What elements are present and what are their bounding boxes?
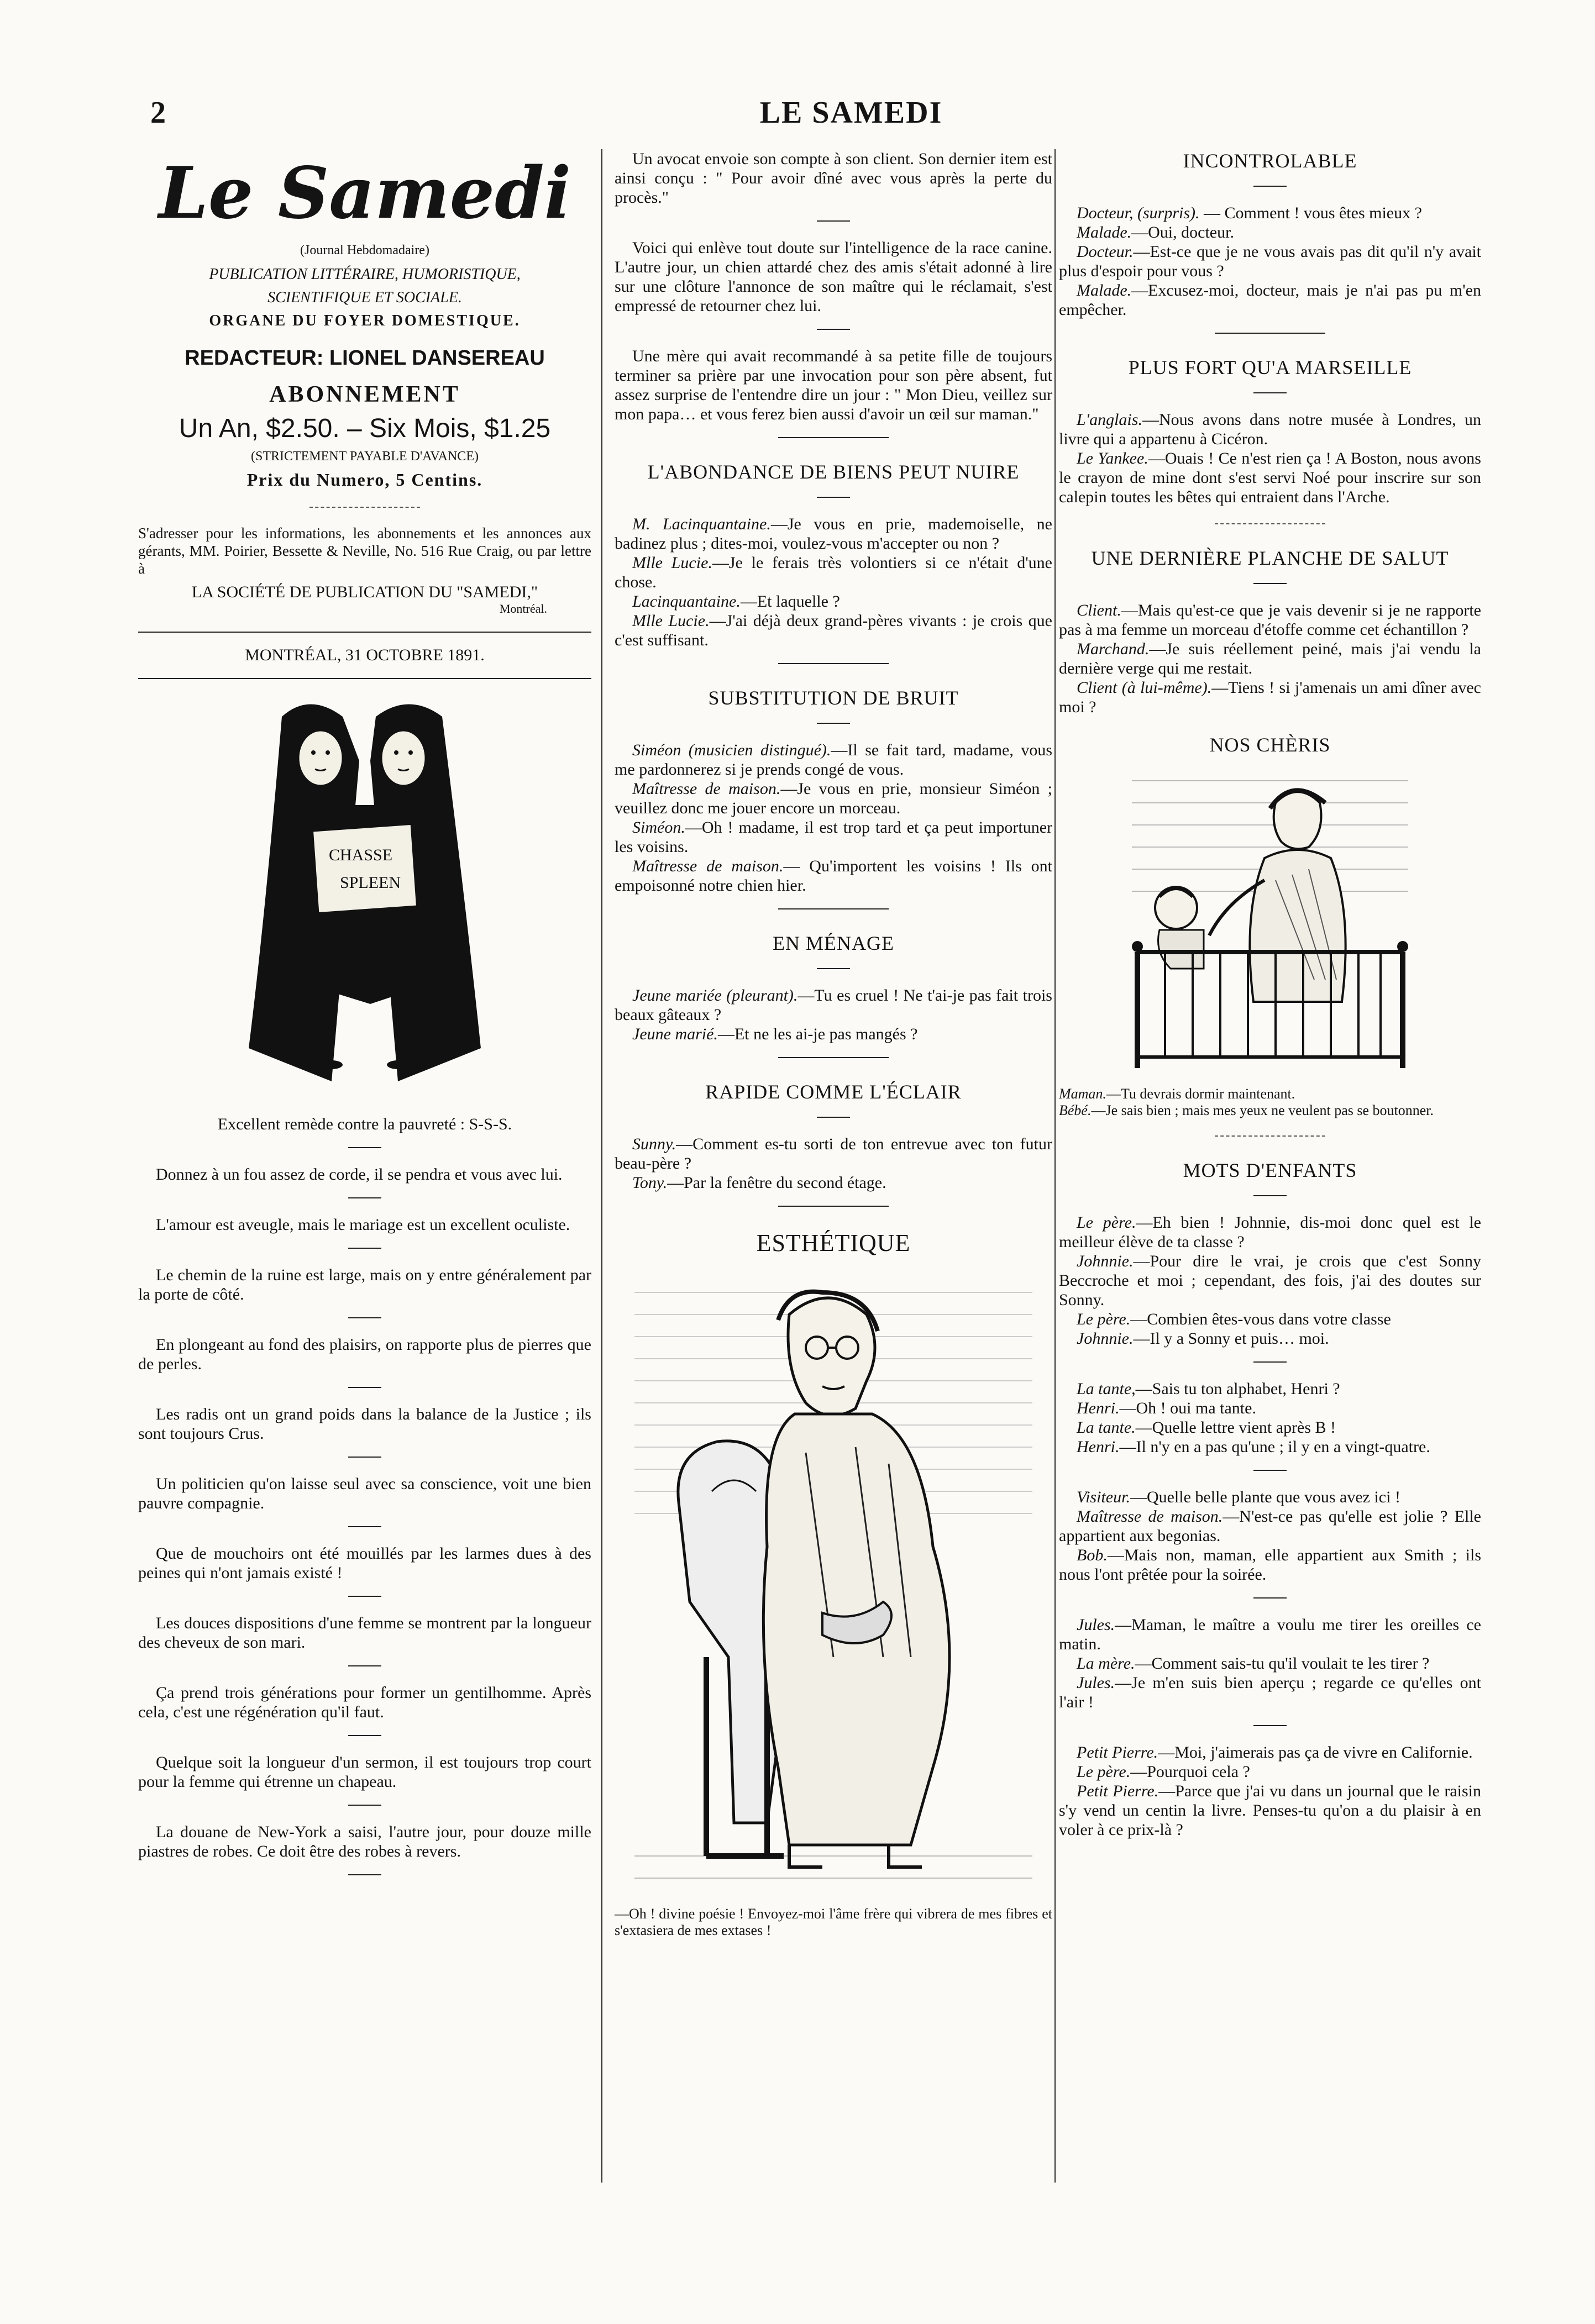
- dialogue-text: —Il se fait tard, madame, vous me pardonnerez si je prends congé de vous.: [615, 741, 1052, 779]
- divider: [348, 1805, 381, 1806]
- dialogue-text: —Par la fenêtre du second étage.: [667, 1174, 886, 1192]
- speaker: Mlle Lucie.: [632, 554, 712, 572]
- mother-child-illustration: [1132, 770, 1408, 1079]
- caption-line: [1059, 1102, 1481, 1119]
- section-title: L'ABONDANCE DE BIENS PEUT NUIRE: [647, 461, 1020, 483]
- divider: [348, 1197, 381, 1198]
- dialogue-line: [1059, 1398, 1481, 1418]
- divider: [1253, 1597, 1287, 1599]
- section-title: PLUS FORT QU'A MARSEILLE: [1128, 356, 1412, 378]
- maxim: L'amour est aveugle, mais le mariage est un excellent oculiste.: [156, 1216, 570, 1234]
- divider: [778, 1206, 889, 1207]
- divider: [817, 968, 850, 969]
- dialogue-text: —Mais non, maman, elle appartient aux Smith ; ils nous l'ont prêtée pour la soirée.: [1059, 1546, 1481, 1584]
- speaker: Jeune mariée (pleurant).: [632, 986, 798, 1005]
- dialogue-text: — Comment ! vous êtes mieux ?: [1199, 204, 1422, 222]
- publisher-city: Montréal.: [499, 602, 547, 616]
- dialogue-text: —Il y a Sonny et puis… moi.: [1133, 1329, 1329, 1348]
- dialogue-line: [1059, 1329, 1481, 1348]
- speaker: La tante.: [1077, 1418, 1136, 1437]
- column-1: [138, 149, 591, 1892]
- illustration-caption: —Oh ! divine poésie ! Envoyez-moi l'âme frère qui vibrera de mes fibres et s'extasiera de mes extases !: [615, 1906, 1052, 1938]
- speaker: Tony.: [632, 1174, 668, 1192]
- dialogue-text: —Je le ferais très volontiers si ce n'était d'une chose.: [615, 554, 1052, 591]
- divider: [817, 329, 850, 330]
- dialogue-line: [1059, 410, 1481, 449]
- divider: [1215, 1135, 1325, 1137]
- speaker: Lacinquantaine.: [632, 592, 741, 611]
- dialogue-text: —Excusez-moi, docteur, mais je n'ai pas pu m'en empêcher.: [1059, 281, 1481, 319]
- organe-line: ORGANE DU FOYER DOMESTIQUE.: [209, 312, 521, 329]
- speaker: Docteur.: [1077, 243, 1134, 261]
- subscription-prices: Un An, $2.50. – Six Mois, $1.25: [179, 414, 551, 443]
- dialogue-text: —Maman, le maître a voulu me tirer les oreilles ce matin.: [1059, 1616, 1481, 1653]
- divider: [1253, 392, 1287, 393]
- speaker: Petit Pierre.: [1077, 1782, 1159, 1800]
- dialogue-line: [615, 856, 1052, 895]
- dialogue-line: [1059, 678, 1481, 717]
- dialogue-line: [615, 1024, 1052, 1044]
- dialogue-text: —J'ai déjà deux grand-pères vivants : je crois que c'est suffisant.: [615, 612, 1052, 649]
- divider: [348, 1248, 381, 1249]
- illustration-caption: Excellent remède contre la pauvreté : S-S-S.: [217, 1115, 512, 1133]
- divider: [1253, 186, 1287, 187]
- divider: [778, 1057, 889, 1058]
- section-title: INCONTROLABLE: [1183, 150, 1357, 172]
- sign-text-line-1: CHASSE: [329, 846, 393, 864]
- dialogue-text: —N'est-ce pas qu'elle est jolie ? Elle appartient aux begonias.: [1059, 1507, 1481, 1545]
- divider: [778, 908, 889, 909]
- section-title: RAPIDE COMME L'ÉCLAIR: [705, 1081, 962, 1103]
- speaker: Le père.: [1077, 1763, 1131, 1781]
- dialogue-text: —Tiens ! si j'amenais un ami dîner avec moi ?: [1059, 679, 1481, 716]
- dialogue-line: [615, 611, 1052, 650]
- speaker: Mlle Lucie.: [632, 612, 710, 630]
- dialogue-line: [1059, 242, 1481, 281]
- speaker: La tante,: [1077, 1380, 1136, 1398]
- masthead-title: Le Samedi: [158, 152, 571, 235]
- section-title: MOTS D'ENFANTS: [1183, 1159, 1357, 1181]
- dialogue-text: —Tu es cruel ! Ne t'ai-je pas fait trois beaux gâteaux ?: [615, 986, 1052, 1024]
- dialogue-text: — Qu'importent les voisins ! Ils ont empoisonné notre chien hier.: [615, 857, 1052, 895]
- dialogue-text: —Combien êtes-vous dans votre classe: [1130, 1310, 1391, 1328]
- dialogue-text: —Je vous en prie, mademoiselle, ne badinez plus ; dites-moi, voulez-vous m'accepter ou non ?: [615, 515, 1052, 553]
- dialogue-line: [615, 592, 1052, 611]
- dialogue-text: —Comment es-tu sorti de ton entrevue avec ton futur beau-père ?: [615, 1135, 1052, 1172]
- speaker: Siméon.: [632, 818, 685, 837]
- column-3: [1059, 149, 1481, 1839]
- dialogue-text: —Comment sais-tu qu'il voulait te les tirer ?: [1135, 1654, 1430, 1673]
- dialogue-text: —Eh bien ! Johnnie, dis-moi donc quel est le meilleur élève de ta classe ?: [1059, 1213, 1481, 1251]
- redacteur: REDACTEUR: LIONEL DANSEREAU: [185, 346, 545, 370]
- speaker: Malade.: [1077, 223, 1132, 241]
- section-title: SUBSTITUTION DE BRUIT: [708, 687, 959, 709]
- speaker: Henri.: [1077, 1399, 1120, 1417]
- maxim: Les radis ont un grand poids dans la balance de la Justice ; ils sont toujours Crus.: [138, 1405, 591, 1443]
- speaker: Petit Pierre.: [1077, 1743, 1158, 1762]
- maxim: Quelque soit la longueur d'un sermon, il est toujours trop court pour la femme qui étrenne un chapeau.: [138, 1753, 591, 1791]
- dialogue-line: [615, 779, 1052, 818]
- dialogue-line: [1059, 1615, 1481, 1654]
- payment-terms: (STRICTEMENT PAYABLE D'AVANCE): [251, 449, 479, 464]
- dialogue-text: —Moi, j'aimerais pas ça de vivre en Californie.: [1158, 1743, 1473, 1762]
- esthetique-illustration: [623, 1270, 1043, 1900]
- maxim: Que de mouchoirs ont été mouillés par les larmes dues à des peines qui n'ont jamais existé !: [138, 1544, 591, 1582]
- dialogue-line: [1059, 1437, 1481, 1457]
- divider: [348, 1526, 381, 1527]
- issue-date: MONTRÉAL, 31 OCTOBRE 1891.: [138, 632, 591, 679]
- dialogue-text: —Et ne les ai-je pas mangés ?: [717, 1025, 918, 1043]
- speaker: Le père.: [1077, 1213, 1136, 1232]
- dialogue-line: [1059, 1379, 1481, 1398]
- dialogue-line: [1059, 1762, 1481, 1781]
- speaker: Marchand.: [1077, 640, 1150, 658]
- divider: [1215, 333, 1325, 334]
- two-women-illustration: [249, 695, 481, 1081]
- divider: [348, 1874, 381, 1875]
- dialogue-line: [1059, 639, 1481, 678]
- dialogue-text: —Parce que j'ai vu dans un journal que le raisin s'y vend un centin la livre. Penses-tu qu'on a du plaisir à en voler à ce prix-là ?: [1059, 1782, 1481, 1839]
- dialogue-line: [1059, 1673, 1481, 1712]
- divider: [348, 1457, 381, 1458]
- divider: [348, 1665, 381, 1666]
- publication-line: PUBLICATION LITTÉRAIRE, HUMORISTIQUE,: [209, 266, 521, 283]
- dialogue-text: —Ouais ! Ce n'est rien ça ! A Boston, nous avons le crayon de mine dont s'est servi Noé pour inscrire sur son calepin toutes les bêtes qui entraient dans l'Arche.: [1059, 449, 1481, 506]
- dialogue-line: [1059, 1743, 1481, 1762]
- section-title: UNE DERNIÈRE PLANCHE DE SALUT: [1091, 547, 1449, 569]
- maxim: Les douces dispositions d'une femme se montrent par la longueur des cheveux de son mari.: [138, 1614, 591, 1652]
- dialogue-text: —Oui, docteur.: [1131, 223, 1234, 241]
- speaker: Client (à lui-même).: [1077, 679, 1212, 697]
- dialogue-line: [1059, 1507, 1481, 1545]
- speaker: Henri.: [1077, 1438, 1120, 1456]
- dialogue-text: —Oh ! madame, il est trop tard et ça peut importuner les voisins.: [615, 818, 1052, 856]
- column-2: [615, 149, 1052, 1939]
- dialogue-line: [1059, 1252, 1481, 1310]
- masthead-subtitle: (Journal Hebdomadaire): [300, 243, 429, 257]
- caption-text: —Je sais bien ; mais mes yeux ne veulent pas se boutonner.: [1091, 1102, 1434, 1118]
- contact-address: S'adresser pour les informations, les abonnements et les annonces aux gérants, MM. Poirier, Bessette & Neville, No. 516 Rue Craig, ou par lettre à: [138, 525, 591, 577]
- section-title: NOS CHÈRIS: [1209, 734, 1331, 756]
- caption-line: [1059, 1086, 1481, 1102]
- dialogue-line: [1059, 223, 1481, 242]
- speaker: Siméon (musicien distingué).: [632, 741, 831, 759]
- divider: [817, 220, 850, 222]
- speaker: Sunny.: [632, 1135, 676, 1153]
- dialogue-line: [1059, 1310, 1481, 1329]
- dialogue-line: [1059, 281, 1481, 319]
- dialogue-text: —Je m'en suis bien aperçu ; regarde ce qu'elles ont l'air !: [1059, 1674, 1481, 1711]
- dialogue-text: —Quelle lettre vient après B !: [1135, 1418, 1336, 1437]
- dialogue-line: [1059, 1213, 1481, 1252]
- speaker: La mère.: [1077, 1654, 1135, 1673]
- divider: [1253, 1195, 1287, 1196]
- divider: [348, 1317, 381, 1318]
- dialogue-text: —Mais qu'est-ce que je vais devenir si je ne rapporte pas à ma femme un morceau d'étoffe comme cet échantillon ?: [1059, 601, 1481, 639]
- dialogue-text: —Je vous en prie, monsieur Siméon ; veuillez donc me jouer encore un morceau.: [615, 780, 1052, 817]
- abonnement-heading: ABONNEMENT: [269, 382, 460, 407]
- dialogue-line: [1059, 1418, 1481, 1437]
- dialogue-line: [615, 818, 1052, 856]
- anecdote: Voici qui enlève tout doute sur l'intelligence de la race canine. L'autre jour, un chien attardé chez des amis s'était adonné à lire sur une clôture l'annonce de son maître qui le réclamait, s'est empressé de retourner chez lui.: [615, 239, 1052, 315]
- speaker: Johnnie.: [1077, 1329, 1134, 1348]
- divider: [1215, 523, 1325, 524]
- dialogue-line: [615, 1173, 1052, 1192]
- divider: [817, 723, 850, 724]
- issue-price: Prix du Numero, 5 Centins.: [246, 470, 483, 490]
- dialogue-text: —Est-ce que je ne vous avais pas dit qu'il n'y avait plus d'espoir pour vous ?: [1059, 243, 1481, 280]
- speaker: Le Yankee.: [1077, 449, 1148, 467]
- speaker: Maîtresse de maison.: [632, 780, 781, 798]
- divider: [348, 1147, 381, 1148]
- maxim: Le chemin de la ruine est large, mais on y entre généralement par la porte de côté.: [138, 1266, 591, 1303]
- dialogue-text: —Pourquoi cela ?: [1130, 1763, 1250, 1781]
- column-rule-2: [1054, 149, 1056, 2183]
- maxim: En plongeant au fond des plaisirs, on rapporte plus de pierres que de perles.: [138, 1335, 591, 1373]
- speaker: Malade.: [1077, 281, 1132, 299]
- dialogue-line: [1059, 601, 1481, 639]
- maxim: Donnez à un fou assez de corde, il se pendra et vous avec lui.: [156, 1165, 563, 1184]
- speaker: Visiteur.: [1077, 1488, 1130, 1506]
- divider: [348, 1387, 381, 1388]
- divider: [348, 1735, 381, 1736]
- divider: [778, 663, 889, 664]
- speaker: L'anglais.: [1077, 411, 1142, 429]
- divider: [348, 1596, 381, 1597]
- maxim: Un politicien qu'on laisse seul avec sa conscience, voit une bien pauvre compagnie.: [138, 1475, 591, 1512]
- dialogue-text: —Quelle belle plante que vous avez ici !: [1130, 1488, 1400, 1506]
- dialogue-line: [1059, 1487, 1481, 1507]
- speaker: Docteur, (surpris).: [1077, 204, 1200, 222]
- running-head: LE SAMEDI: [759, 96, 943, 130]
- dialogue-line: [1059, 1545, 1481, 1584]
- anecdote: Une mère qui avait recommandé à sa petite fille de toujours terminer sa prière par une invocation pour son père absent, fut assez surprise de l'entendre dire un jour : " Mon Dieu, veillez sur mon papa… et vous ferez bien aussi d'avoir un œil sur maman.": [615, 347, 1052, 423]
- divider: [1253, 583, 1287, 584]
- speaker: Maîtresse de maison.: [632, 857, 784, 875]
- speaker: M. Lacinquantaine.: [632, 515, 771, 533]
- dialogue-text: —Il n'y en a pas qu'une ; il y en a vingt-quatre.: [1119, 1438, 1430, 1456]
- dialogue-text: —Sais tu ton alphabet, Henri ?: [1135, 1380, 1340, 1398]
- speaker: Jeune marié.: [632, 1025, 718, 1043]
- divider: [817, 497, 850, 498]
- section-title: EN MÉNAGE: [773, 932, 894, 954]
- dialogue-line: [615, 740, 1052, 779]
- column-rule-1: [601, 149, 602, 2183]
- dialogue-text: —Nous avons dans notre musée à Londres, un livre qui a appartenu à Cicéron.: [1059, 411, 1481, 448]
- divider: [817, 1117, 850, 1118]
- speaker: Maman.: [1059, 1086, 1106, 1102]
- dialogue-line: [615, 553, 1052, 592]
- speaker: Maîtresse de maison.: [1077, 1507, 1223, 1526]
- speaker: Jules.: [1077, 1616, 1115, 1634]
- dialogue-line: [1059, 1781, 1481, 1839]
- anecdote: Un avocat envoie son compte à son client. Son dernier item est ainsi conçu : " Pour avoir dîné avec vous après la perte du procès.": [615, 150, 1052, 207]
- divider: [1253, 1470, 1287, 1471]
- speaker: Le père.: [1077, 1310, 1131, 1328]
- speaker: Bob.: [1077, 1546, 1108, 1564]
- dialogue-text: —Oh ! oui ma tante.: [1119, 1399, 1256, 1417]
- divider: [309, 507, 420, 508]
- maxim: Ça prend trois générations pour former un gentilhomme. Après cela, c'est une régénération qu'il faut.: [138, 1684, 591, 1721]
- speaker: Client.: [1077, 601, 1121, 619]
- dialogue-text: —Et laquelle ?: [740, 592, 840, 611]
- dialogue-text: —Pour dire le vrai, je crois que c'est Sonny Beccroche et moi ; cependant, des fois, j'ai des doutes sur Sonny.: [1059, 1252, 1481, 1309]
- publisher-name: LA SOCIÉTÉ DE PUBLICATION DU "SAMEDI,": [191, 583, 538, 601]
- dialogue-line: [615, 986, 1052, 1024]
- speaker: Bébé.: [1059, 1102, 1092, 1118]
- dialogue-line: [615, 1134, 1052, 1173]
- publication-line: SCIENTIFIQUE ET SOCIALE.: [267, 289, 462, 306]
- divider: [1253, 1361, 1287, 1363]
- divider: [778, 437, 889, 438]
- maxim: La douane de New-York a saisi, l'autre jour, pour douze mille piastres de robes. Ce doit être des robes à revers.: [138, 1823, 591, 1860]
- divider: [1253, 1725, 1287, 1726]
- dialogue-line: [615, 514, 1052, 553]
- speaker: Johnnie.: [1077, 1252, 1134, 1270]
- page-number: 2: [150, 96, 166, 130]
- speaker: Jules.: [1077, 1674, 1115, 1692]
- dialogue-text: —Je suis réellement peiné, mais j'ai vendu la dernière verge qui me restait.: [1059, 640, 1481, 677]
- caption-text: —Tu devrais dormir maintenant.: [1106, 1086, 1295, 1102]
- dialogue-line: [1059, 203, 1481, 223]
- dialogue-line: [1059, 449, 1481, 507]
- section-title: ESTHÉTIQUE: [756, 1229, 911, 1256]
- sign-text-line-2: SPLEEN: [340, 874, 401, 892]
- dialogue-line: [1059, 1654, 1481, 1673]
